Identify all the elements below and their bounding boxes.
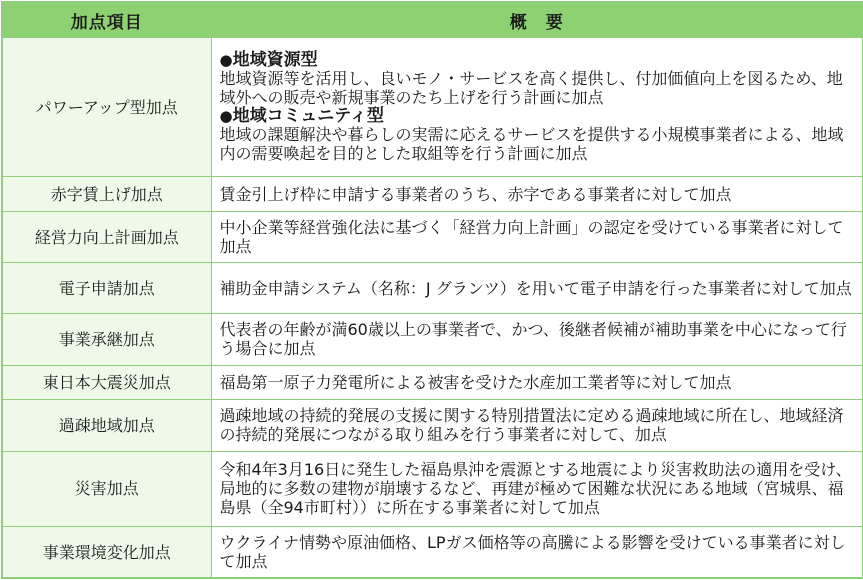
subsection-title: ●地域資源型 bbox=[219, 50, 318, 71]
row-item-label: 事業承継加点 bbox=[2, 314, 211, 365]
row-item-label: 東日本大震災加点 bbox=[2, 365, 211, 400]
row-item-label: 経営力向上計画加点 bbox=[2, 212, 211, 263]
subsection-text: 地域資源等を活用し、良いモノ・サービスを高く提供し、付加価値向上を図るため、地域外への販売や新規事業のたち上げを行う計画に加点 bbox=[219, 69, 843, 108]
row-summary: 令和4年3月16日に発生した福島県沖を震源とする地震により災害救助法の適用を受け、局地的に多数の建物が崩壊するなど、再建が極めて困難な状況にある地域（宮城県、福島県（全94市町村））に所在する事業者に対して加点 bbox=[211, 451, 863, 527]
bonus-points-table bbox=[1, 1, 863, 579]
table-row bbox=[2, 212, 863, 263]
row-item-label: パワーアップ型加点 bbox=[2, 38, 211, 177]
table-header-row bbox=[2, 2, 863, 38]
bullet-icon: ● bbox=[219, 107, 233, 126]
row-item-label: 事業環境変化加点 bbox=[2, 527, 211, 578]
header-summary: 概 要 bbox=[211, 2, 863, 38]
row-item-label: 赤字賃上げ加点 bbox=[2, 177, 211, 212]
table-row bbox=[2, 263, 863, 314]
row-summary: 代表者の年齢が満60歳以上の事業者で、かつ、後継者候補が補助事業を中心になって行う場合に加点 bbox=[211, 314, 863, 365]
row-item-label: 電子申請加点 bbox=[2, 263, 211, 314]
row-summary bbox=[211, 38, 863, 177]
table-row bbox=[2, 365, 863, 400]
header-item: 加点項目 bbox=[2, 2, 211, 38]
table-row bbox=[2, 38, 863, 177]
bullet-icon: ● bbox=[219, 51, 233, 70]
row-summary: 過疎地域の持続的発展の支援に関する特別措置法に定める過疎地域に所在し、地域経済の持続的発展につながる取り組みを行う事業者に対して、加点 bbox=[211, 400, 863, 451]
row-item-label: 災害加点 bbox=[2, 451, 211, 527]
subsection-title: ●地域コミュニティ型 bbox=[219, 106, 384, 127]
table-row bbox=[2, 400, 863, 451]
subsection-text: 地域の課題解決や暮らしの実需に応えるサービスを提供する小規模事業者による、地域内の需要喚起を目的とした取組等を行う計画に加点 bbox=[219, 125, 844, 164]
table-row bbox=[2, 527, 863, 578]
row-summary: ウクライナ情勢や原油価格、LPガス価格等の高騰による影響を受けている事業者に対して加点 bbox=[211, 527, 863, 578]
row-summary: 福島第一原子力発電所による被害を受けた水産加工業者等に対して加点 bbox=[211, 365, 863, 400]
table-row bbox=[2, 451, 863, 527]
row-item-label: 過疎地域加点 bbox=[2, 400, 211, 451]
row-summary: 賃金引上げ枠に申請する事業者のうち、赤字である事業者に対して加点 bbox=[211, 177, 863, 212]
row-summary: 中小企業等経営強化法に基づく「経営力向上計画」の認定を受けている事業者に対して加点 bbox=[211, 212, 863, 263]
table-row bbox=[2, 177, 863, 212]
row-summary: 補助金申請システム（名称：J グランツ）を用いて電子申請を行った事業者に対して加点 bbox=[211, 263, 863, 314]
table-row bbox=[2, 314, 863, 365]
